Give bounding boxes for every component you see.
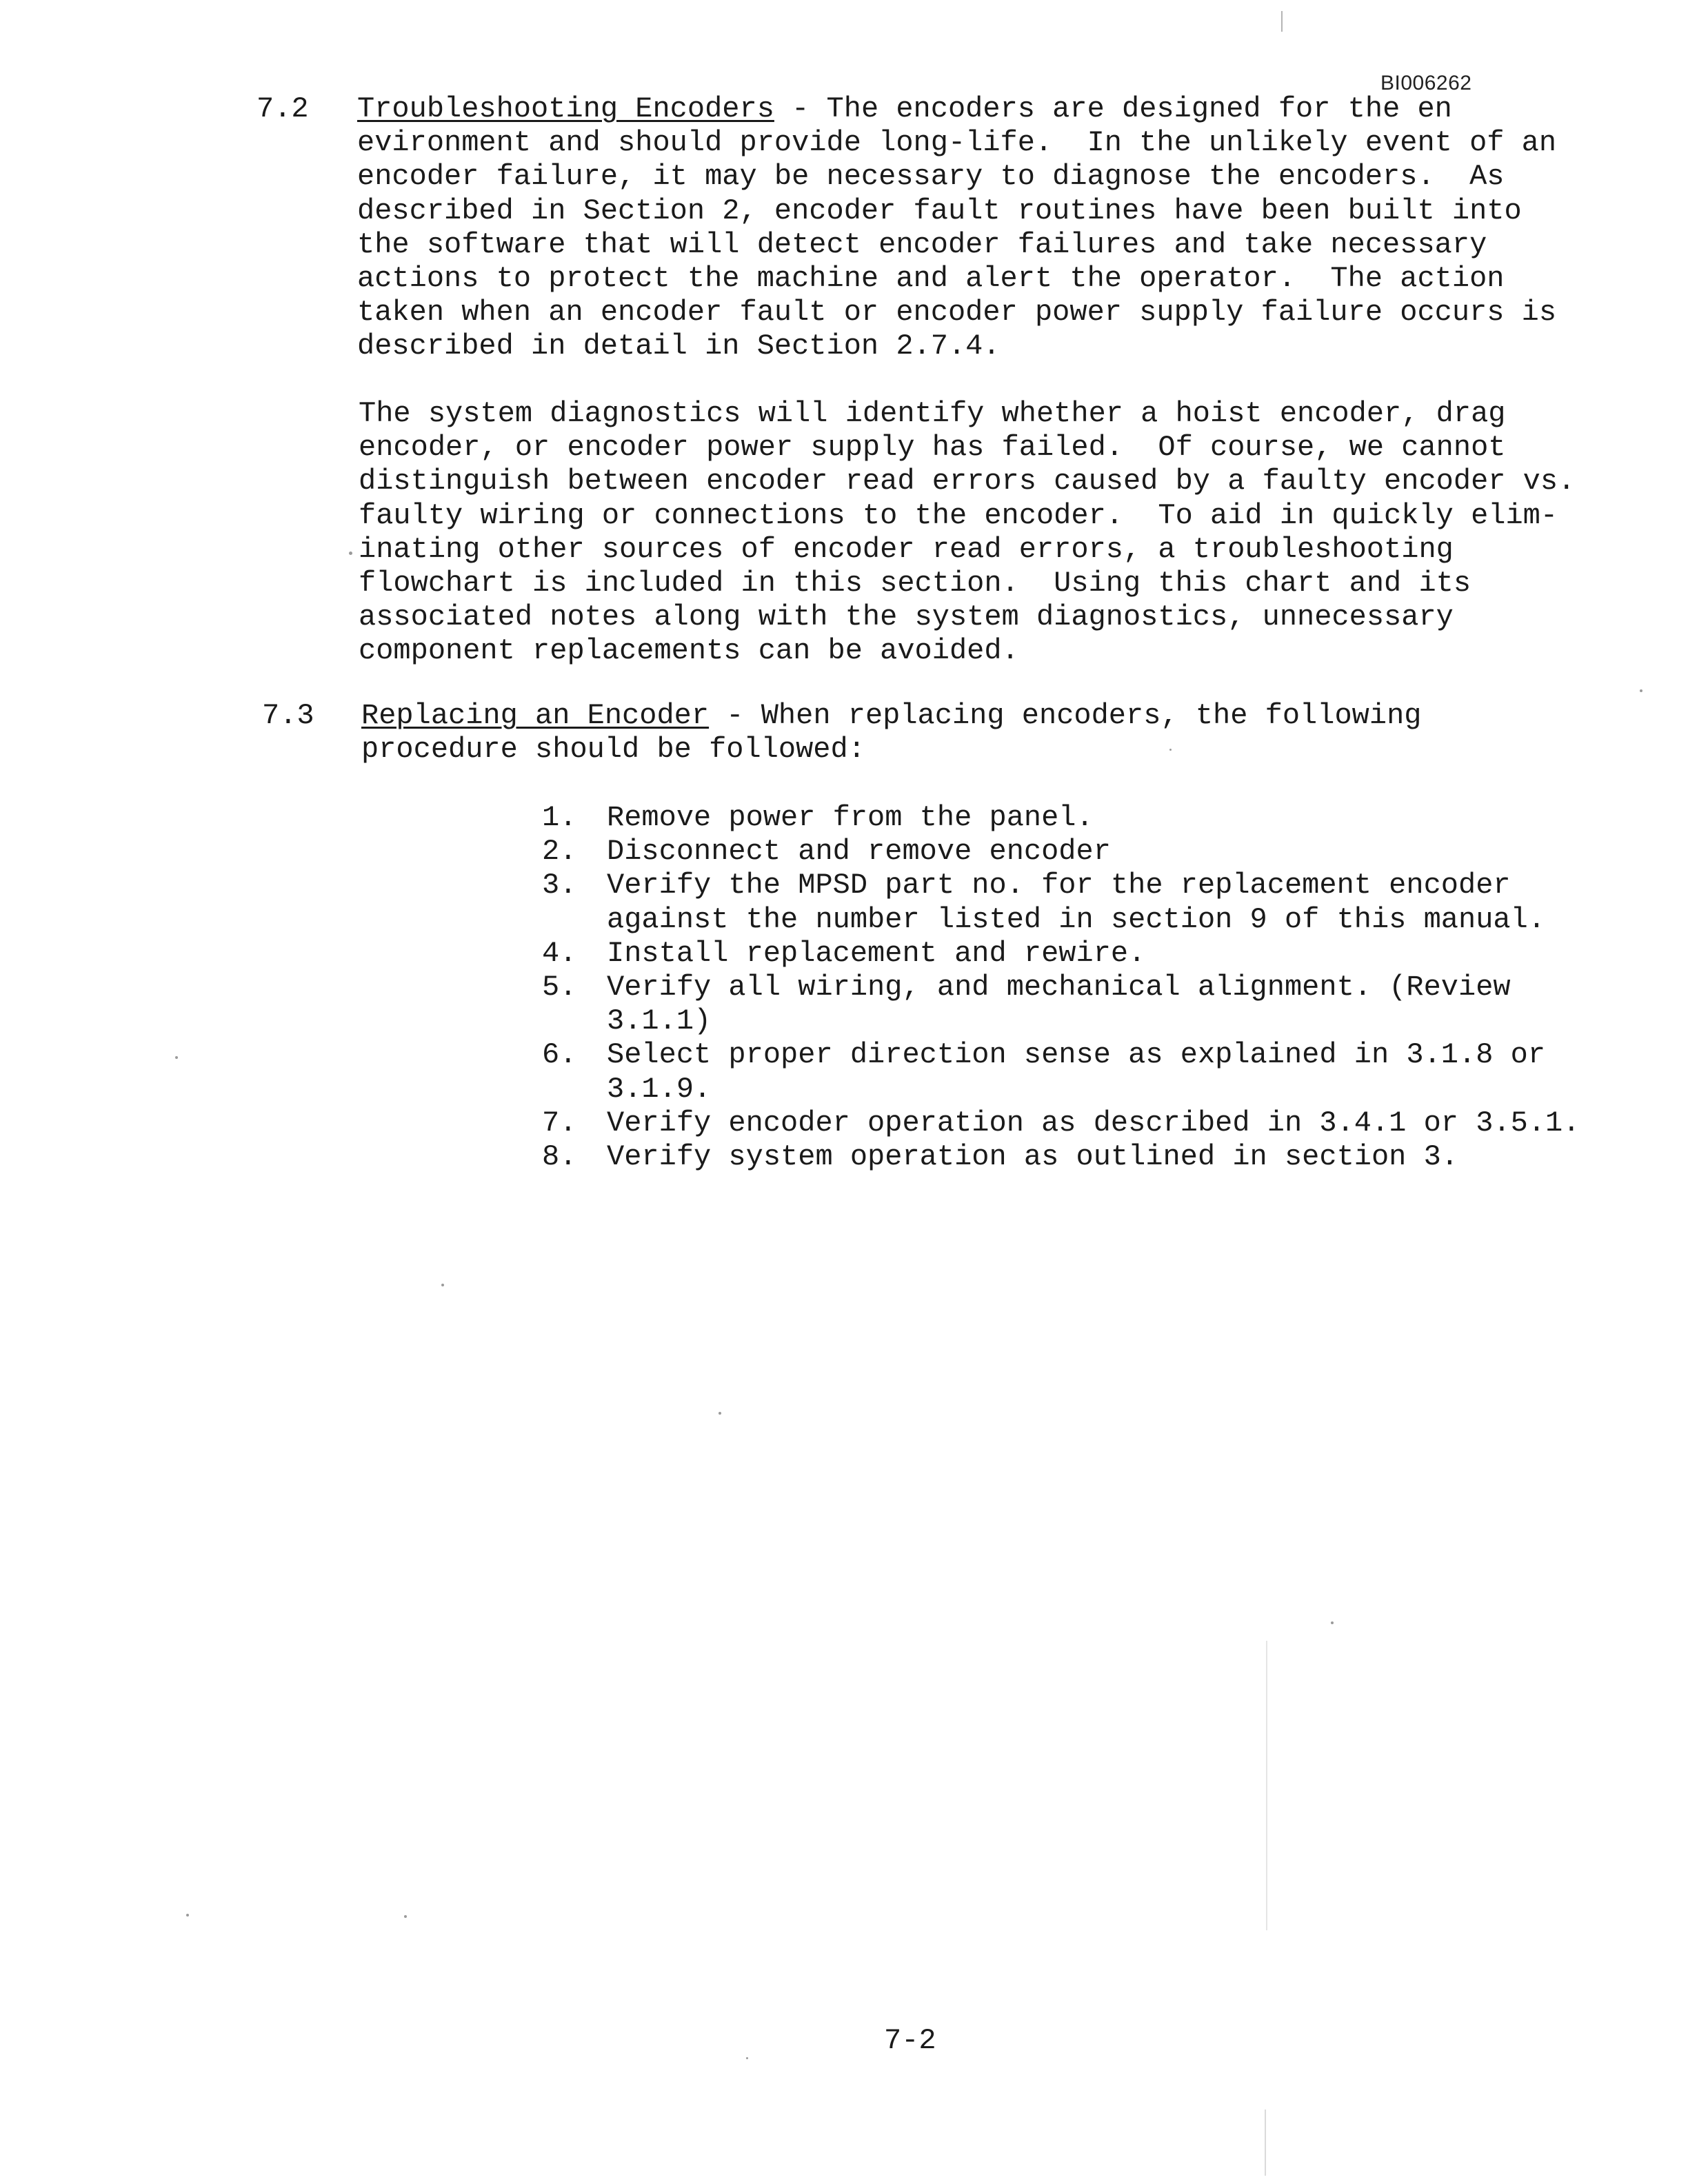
section-heading-troubleshooting-encoders: Troubleshooting Encoders [357,92,774,125]
section-7-3-paragraph-1 [361,699,1421,767]
page-number: 7-2 [884,2024,936,2057]
text-line: faulty wiring or connections to the encoder. To aid in quickly elim- [359,498,1558,532]
replacement-procedure-list [542,801,1580,1174]
text-line: The encoders are designed for the en [826,92,1452,125]
list-item [542,801,1580,835]
step-text: Remove power from the panel. [607,801,1094,834]
scan-speck [1169,749,1172,751]
step-text: Install replacement and rewire. [607,936,1146,970]
step-text: Verify the MPSD part no. for the replacement encoder against the number listed in section 9 of this manual. [607,869,1546,936]
text-line: taken when an encoder fault or encoder power supply failure occurs is [357,296,1557,330]
text-line: actions to protect the machine and alert the operator. The action [357,262,1505,296]
scan-speck [441,1284,444,1286]
list-item [542,869,1580,936]
text-line: described in Section 2, encoder fault routines have been built into [357,194,1522,228]
step-text: Disconnect and remove encoder [607,835,1111,869]
text-line: The system diagnostics will identify whether a hoist encoder, drag [359,397,1506,430]
step-number: 7. [542,1106,577,1140]
step-number: 2. [542,835,577,869]
section-number-7-2: 7.2 [257,92,309,125]
scan-speck [1640,689,1642,692]
text-line: evironment and should provide long-life. In the unlikely event of an [357,126,1557,160]
step-text: Verify all wiring, and mechanical alignment. (Review 3.1.1) [607,971,1511,1038]
heading-dash: - [709,699,761,732]
step-number: 1. [542,801,577,834]
scan-mark [1266,1641,1267,1930]
scan-speck [1331,1621,1334,1624]
section-number-7-3: 7.3 [262,699,314,732]
scan-speck [719,1412,721,1415]
step-number: 8. [542,1140,577,1174]
step-number: 3. [542,869,577,902]
heading-dash: - [774,92,827,125]
list-item [542,1106,1580,1140]
list-item [542,971,1580,1038]
scan-speck [746,2057,748,2059]
document-id-stamp: BI006262 [1380,72,1472,94]
section-7-2-paragraph-2 [359,397,1575,669]
text-line: flowchart is included in this section. Using this chart and its [359,567,1471,600]
text-line: encoder, or encoder power supply has failed. Of course, we cannot [359,431,1506,465]
list-item [542,835,1580,869]
step-number: 5. [542,971,577,1004]
text-line: described in detail in Section 2.7.4. [357,330,1001,363]
section-heading-replacing-an-encoder: Replacing an Encoder [361,699,710,732]
scan-mark [1265,2110,1266,2176]
text-line: distinguish between encoder read errors caused by a faulty encoder vs. [359,465,1576,498]
step-text: Verify system operation as outlined in section 3. [607,1140,1459,1174]
step-number: 6. [542,1038,577,1072]
step-number: 4. [542,936,577,970]
scan-speck [175,1056,178,1059]
text-line: encoder failure, it may be necessary to diagnose the encoders. As [357,160,1505,194]
scan-speck [404,1915,407,1918]
section-7-2-paragraph-1 [357,92,1556,364]
list-item [542,1038,1580,1106]
text-line: the software that will detect encoder failures and take necessary [357,228,1487,261]
list-item [542,937,1580,971]
scan-mark [1281,11,1283,32]
text-line: associated notes along with the system diagnostics, unnecessary [359,600,1454,634]
step-text: Select proper direction sense as explained in 3.1.8 or 3.1.9. [607,1038,1546,1106]
text-line: inating other sources of encoder read errors, a troubleshooting [359,532,1454,566]
step-text: Verify encoder operation as described in 3.4.1 or 3.5.1. [607,1106,1580,1140]
text-line: When replacing encoders, the following [761,699,1422,732]
scan-speck [349,552,352,555]
text-line: component replacements can be avoided. [359,634,1019,668]
list-item [542,1140,1580,1174]
text-line: procedure should be followed: [361,733,865,767]
scan-speck [186,1914,189,1917]
